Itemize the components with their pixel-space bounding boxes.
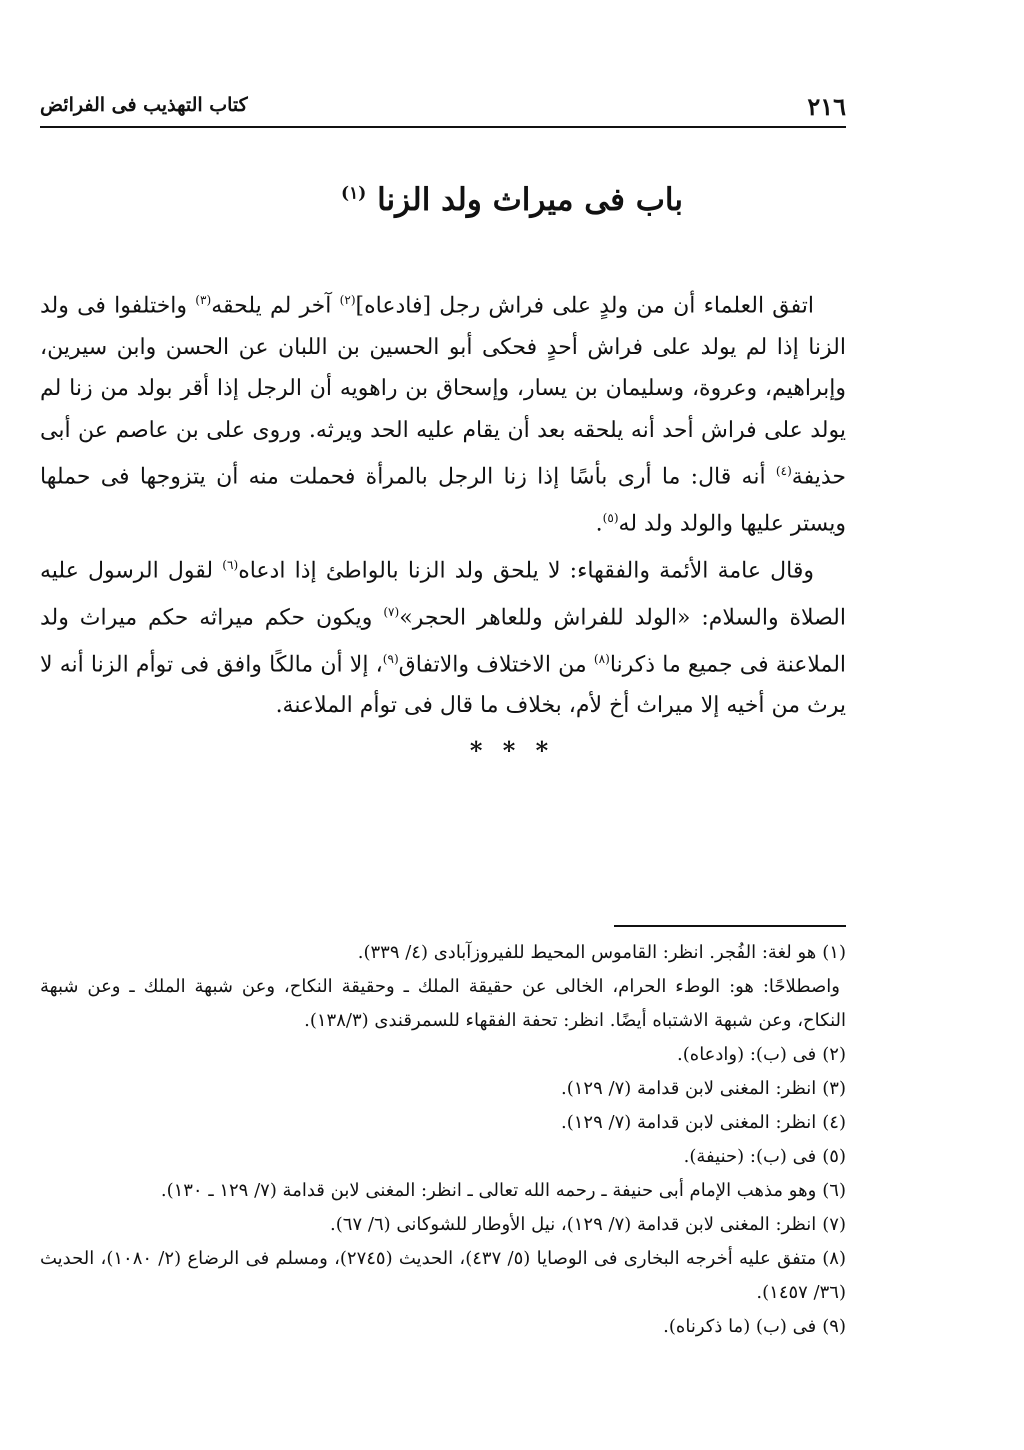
- note-ref-4: (٤): [775, 464, 792, 479]
- footnote: [40, 936, 846, 970]
- book-title: كتاب التهذيب فى الفرائض: [40, 94, 248, 116]
- footnotes: [40, 936, 846, 1344]
- footnote: [40, 1072, 846, 1106]
- page-number: ٢١٦: [807, 92, 846, 121]
- chapter-note-ref: (١): [341, 183, 367, 204]
- footnote-text: انظر: المغنى لابن قدامة (٧/ ١٢٩).: [561, 1112, 817, 1133]
- footnote-text: فى (ب): (حنيفة).: [683, 1146, 817, 1167]
- footnote: [40, 1208, 846, 1242]
- footnote: [40, 1106, 846, 1140]
- p2-text-2: لقول الرسول عليه الصلاة والسلام: «الولد للفراش وللعاهر الحجر»: [40, 558, 846, 631]
- footnote: [40, 1140, 846, 1174]
- footnote-divider: [614, 925, 846, 927]
- chapter-title: [0, 182, 1024, 218]
- footnote-text: انظر: المغنى لابن قدامة (٧/ ١٢٩)، نيل الأوطار للشوكانى (٦/ ٦٧).: [330, 1214, 817, 1235]
- footnote-text: انظر: المغنى لابن قدامة (٧/ ١٢٩).: [561, 1078, 817, 1099]
- footnote-text: هو لغة: الفُجر. انظر: القاموس المحيط للفيروزآبادى (٤/ ٣٣٩).: [357, 942, 817, 963]
- paragraph-1: [40, 280, 846, 545]
- note-ref-2: (٢): [339, 293, 356, 307]
- footnote-text: واصطلاحًا: هو: الوطء الحرام، الخالى عن حقيقة الملك ـ وحقيقة النكاح، وعن شبهة الملك ـ وعن شبهة النكاح، وعن شبهة الاشتباه أيضًا. انظر: تحفة الفقهاء للسمرقندى (١٣٨/٣).: [40, 976, 846, 1031]
- paragraph-2: [40, 545, 846, 727]
- p1-text-4: أنه قال: ما أرى بأسًا إذا زنا الرجل بالمرأة فحملت منه أن يتزوجها فى حملها ويستر عليها والولد ولد له: [40, 464, 846, 537]
- footnote: [40, 1242, 846, 1310]
- p2-text-4: من الاختلاف والاتفاق: [398, 651, 594, 677]
- footnote-number: (٣): [822, 1078, 846, 1099]
- footnote-number: (٤): [822, 1112, 846, 1133]
- running-head: [40, 92, 846, 128]
- note-ref-9: (٩): [382, 651, 399, 666]
- footnote: [40, 1310, 846, 1344]
- footnote-number: (٨): [822, 1248, 846, 1269]
- p1-text-2: آخر لم يلحقه: [211, 293, 340, 319]
- chapter-title-text: باب فى ميراث ولد الزنا: [377, 182, 683, 218]
- footnote-text: فى (ب): (وادعاه).: [677, 1044, 817, 1065]
- footnote-number: (٧): [822, 1214, 846, 1235]
- p2-text-1: وقال عامة الأئمة والفقهاء: لا يلحق ولد الزنا بالواطئ إذا ادعاه: [238, 558, 814, 584]
- note-ref-7: (٧): [383, 604, 400, 619]
- footnote: [40, 1174, 846, 1208]
- footnote: [40, 970, 846, 1038]
- footnote-text: وهو مذهب الإمام أبى حنيفة ـ رحمه الله تعالى ـ انظر: المغنى لابن قدامة (٧/ ١٢٩ ـ ١٣٠).: [160, 1180, 817, 1201]
- footnote-number: (٥): [822, 1146, 846, 1167]
- note-ref-6: (٦): [222, 557, 239, 572]
- body-text: [40, 280, 846, 727]
- footnote: [40, 1038, 846, 1072]
- p2-text-3: ويكون حكم ميراثه حكم ميراث ولد الملاعنة فى جميع ما ذكرنا: [40, 605, 847, 677]
- footnote-text: فى (ب) (ما ذكرناه).: [663, 1316, 817, 1337]
- p2-text-5: ، إلا أن مالكًا وافق فى توأم الزنا أنه لا يرث من أخيه إلا ميراث أخ لأم، بخلاف ما قال فى توأم الملاعنة.: [40, 651, 846, 719]
- footnote-number: (١): [822, 942, 846, 963]
- footnote-number: (٩): [822, 1316, 846, 1337]
- p1-text-1: اتفق العلماء أن من ولدٍ على فراش رجل [فادعاه]: [355, 293, 814, 319]
- section-separator: * * *: [469, 736, 555, 765]
- footnote-number: (٦): [822, 1180, 846, 1201]
- note-ref-8: (٨): [593, 651, 610, 666]
- footnote-text: متفق عليه أخرجه البخارى فى الوصايا (٥/ ٤٣٧)، الحديث (٢٧٤٥)، ومسلم فى الرضاع (٢/ ١٠٨٠)، الحديث (٣٦/ ١٤٥٧).: [40, 1248, 846, 1303]
- note-ref-5: (٥): [602, 511, 619, 526]
- note-ref-3: (٣): [195, 293, 212, 307]
- footnote-number: (٢): [822, 1044, 846, 1065]
- p1-text-3: واختلفوا فى ولد الزنا إذا لم يولد على فراش أحدٍ فحكى أبو الحسين بن اللبان عن الحسن وابن سيرين، وإبراهيم، وعروة، وسليمان بن يسار، وإسحاق بن راهويه أن الرجل إذا أقر بولد من زنا لم يولد على فراش أحد أنه يلحقه بعد أن يقام عليه الحد ويرثه. وروى على بن عاصم عن أبى حذيفة: [40, 293, 846, 490]
- p1-text-5: .: [595, 511, 603, 537]
